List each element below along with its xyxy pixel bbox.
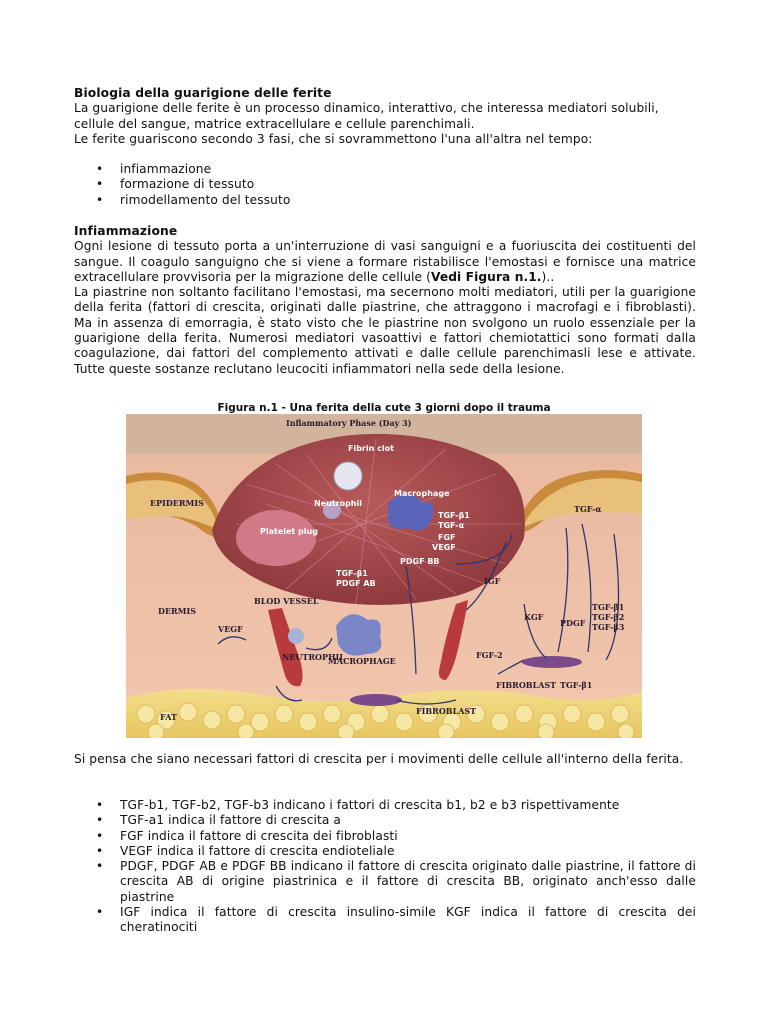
figure-label-tgf-a: TGF-α xyxy=(438,521,465,530)
figure-label-neutrophil: NEUTROPHIL xyxy=(282,652,345,662)
list-item: • FGF indica il fattore di crescita dei fibroblasti xyxy=(74,829,696,844)
figure-label-tgf-b1-right: TGF-β1 xyxy=(592,602,625,612)
section-title: Infiammazione xyxy=(74,224,178,238)
figure-label-pdgf: PDGF xyxy=(560,618,586,628)
factors-list xyxy=(74,798,696,936)
figure-label-kgf: KGF xyxy=(524,612,544,622)
figure-label-igf: IGF xyxy=(484,576,501,586)
figure-label-macrophage: MACROPHAGE xyxy=(328,656,396,666)
figure-label-tgf-b2-right: TGF-β2 xyxy=(592,612,625,622)
figure-label-fat: FAT xyxy=(160,712,177,722)
list-item: • infiammazione xyxy=(74,162,696,177)
figure-label-fibroblast-bottom: FIBROBLAST xyxy=(416,706,477,716)
figure-label-vegf: VEGF xyxy=(218,624,243,634)
list-item: • TGF-b1, TGF-b2, TGF-b3 indicano i fattori di crescita b1, b2 e b3 rispettivamente xyxy=(74,798,696,813)
list-item: • VEGF indica il fattore di crescita endioteliale xyxy=(74,844,696,859)
list-item: • TGF-a1 indica il fattore di crescita a xyxy=(74,813,696,828)
figure-label-tgf-b1-fib: TGF-β1 xyxy=(560,680,593,690)
figure-label-tgf-b3-right: TGF-β3 xyxy=(592,622,625,632)
list-item: • IGF indica il fattore di crescita insulino-simile KGF indica il fattore di crescita dei cheratinociti xyxy=(74,905,696,936)
phases-intro: Le ferite guariscono secondo 3 fasi, che si sovrammettono l'una all'altra nel tempo: xyxy=(74,131,593,146)
figure-caption: Figura n.1 - Una ferita della cute 3 giorni dopo il trauma xyxy=(217,402,551,414)
figure-label-fibroblast-right: FIBROBLAST xyxy=(496,680,557,690)
figure-label-fibrin-clot: Fibrin clot xyxy=(348,444,394,453)
figure-label-tgf-b1: TGF-β1 xyxy=(438,511,470,520)
wound-figure xyxy=(126,414,642,738)
list-item: • formazione di tessuto xyxy=(74,177,696,192)
figure-label-pdgf-bb: PDGF BB xyxy=(400,557,440,566)
para1-text: Ogni lesione di tessuto porta a un'interruzione di vasi sanguigni e a fuoriuscita dei costituenti del sangue. Il coagulo sanguigno che si viene a formare ristabilisce l'emostasi e fornisce una matrice extracellulare provvisoria per la migrazione delle cellule ( xyxy=(74,239,696,284)
figure-label-fgf2: FGF-2 xyxy=(476,650,503,660)
intro-paragraph: La guarigione delle ferite è un processo dinamico, interattivo, che interessa mediatori solubili, cellule del sangue, matrice extracellulare e cellule parenchimali. xyxy=(74,101,659,131)
figure-label-tgf-alpha-right: TGF-α xyxy=(574,504,602,514)
figure-label-tgf-b1-pdgf: TGF-β1 xyxy=(336,569,368,578)
figure-label-pdgf-ab: PDGF AB xyxy=(336,579,376,588)
figure-reference-link: Vedi Figura n.1. xyxy=(430,269,542,284)
figure-label-epidermis: EPIDERMIS xyxy=(150,498,204,508)
para1-tail: ).. xyxy=(541,269,555,284)
figure-label-macrophage-top: Macrophage xyxy=(394,489,450,498)
growth-factors-intro xyxy=(74,752,696,767)
inflammation-section xyxy=(74,224,696,377)
figure-label-phase: Inflammatory Phase (Day 3) xyxy=(286,418,412,428)
figure-label-platelet-plug: Platelet plug xyxy=(260,527,318,536)
figure-label-blood-vessel: BLOD VESSEL xyxy=(254,596,319,606)
figure-label-vegf-top: VEGF xyxy=(432,543,456,552)
intro-block xyxy=(74,86,696,147)
phases-list xyxy=(74,162,696,208)
list-item: • PDGF, PDGF AB e PDGF BB indicano il fattore di crescita originato dalle piastrine, il fattore di crescita AB di origine piastrinica e il fattore di crescita BB, originato anch'esso dalle piastrine xyxy=(74,859,696,905)
figure-label-neutrophil-top: Neutrophil xyxy=(314,499,362,508)
inflammation-paragraph-1 xyxy=(74,239,696,285)
document-title: Biologia della guarigione delle ferite xyxy=(74,86,332,100)
growth-factors-paragraph: Si pensa che siano necessari fattori di crescita per i movimenti delle cellule all'interno della ferita. xyxy=(74,752,684,766)
wound-illustration xyxy=(126,414,642,738)
inflammation-paragraph-2: La piastrine non soltanto facilitano l'emostasi, ma secernono molti mediatori, utili per la guarigione della ferita (fattori di crescita, originati dalle piastrine, che attraggono i macrofagi e i fibroblasti). Ma in assenza di emorragia, è stato visto che le piastrine non svolgono un ruolo essenziale per la guarigione della ferita. Numerosi mediatori vasoattivi e fattori chemiotattici sono formati dalla coagulazione, dai fattori del complemento attivati e dalle cellule parenchimasli lese e attivate. Tutte queste sostanze reclutano leucociti infiammatori nella sede della lesione. xyxy=(74,285,696,376)
figure-label-fgf: FGF xyxy=(438,533,456,542)
list-item: • rimodellamento del tessuto xyxy=(74,193,696,208)
figure-label-dermis: DERMIS xyxy=(158,606,197,616)
